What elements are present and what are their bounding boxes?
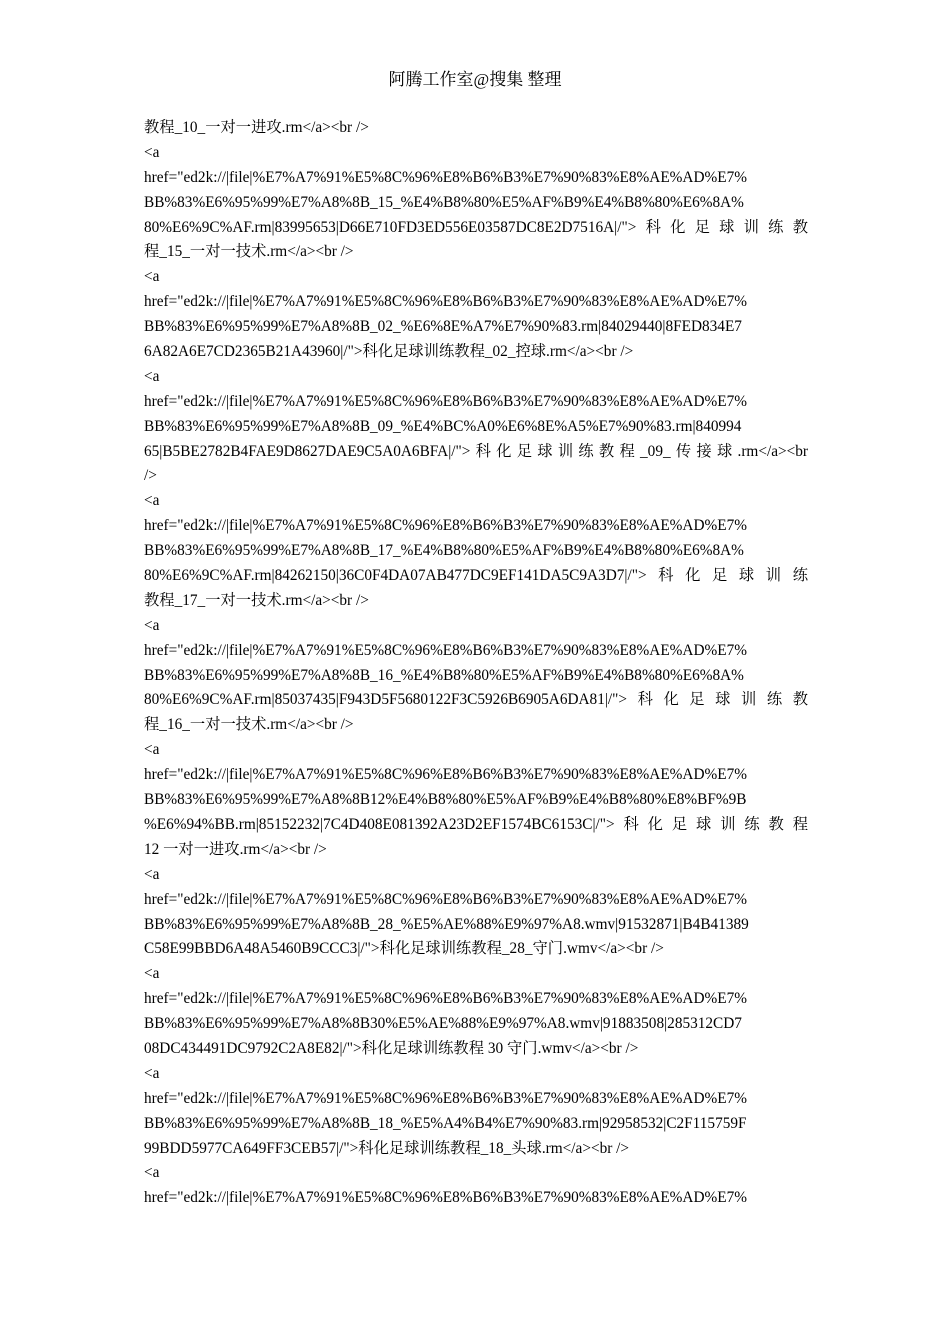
text-line: BB%83%E6%95%99%E7%A8%8B30%E5%AE%88%E9%97%A8.wmv|91883508|285312CD7 — [144, 1015, 742, 1033]
text-line: <a — [144, 1164, 160, 1182]
text-line: href="ed2k://|file|%E7%A7%91%E5%8C%96%E8%B6%B3%E7%90%83%E8%AE%AD%E7% — [144, 766, 747, 784]
text-line: <a — [144, 616, 160, 634]
text-line: BB%83%E6%95%99%E7%A8%8B_28_%E5%AE%88%E9%97%A8.wmv|91532871|B4B41389 — [144, 915, 749, 933]
text-line: href="ed2k://|file|%E7%A7%91%E5%8C%96%E8%B6%B3%E7%90%83%E8%AE%AD%E7% — [144, 1089, 747, 1107]
text-line: <a — [144, 965, 160, 983]
text-line: <a — [144, 367, 160, 385]
text-line: 08DC434491DC9792C2A8E82|/">科化足球训练教程 30 守门.wmv</a><br /> — [144, 1039, 639, 1057]
text-line: 程_16_一对一技术.rm</a><br /> — [144, 716, 354, 734]
text-line: href="ed2k://|file|%E7%A7%91%E5%8C%96%E8%B6%B3%E7%90%83%E8%AE%AD%E7% — [144, 517, 747, 535]
page-header: 阿腾工作室@搜集 整理 — [388, 70, 562, 89]
text-line: <a — [144, 865, 160, 883]
text-line: /> — [144, 467, 157, 485]
text-line: href="ed2k://|file|%E7%A7%91%E5%8C%96%E8%B6%B3%E7%90%83%E8%AE%AD%E7% — [144, 641, 747, 659]
text-line: BB%83%E6%95%99%E7%A8%8B_15_%E4%B8%80%E5%AF%B9%E4%B8%80%E6%8A% — [144, 193, 744, 211]
text-line: BB%83%E6%95%99%E7%A8%8B_16_%E4%B8%80%E5%AF%B9%E4%B8%80%E6%8A% — [144, 666, 744, 684]
text-line: BB%83%E6%95%99%E7%A8%8B_02_%E6%8E%A7%E7%90%83.rm|84029440|8FED834E7 — [144, 318, 742, 336]
text-line: <a — [144, 1064, 160, 1082]
text-line: C58E99BBD6A48A5460B9CCC3|/">科化足球训练教程_28_守门.wmv</a><br /> — [144, 940, 664, 958]
text-line: <a — [144, 268, 160, 286]
text-line: <a — [144, 492, 160, 510]
text-line: 80%E6%9C%AF.rm|84262150|36C0F4DA07AB477DC9EF141DA5C9A3D7|/">科化足球训练 — [144, 567, 808, 585]
text-line: href="ed2k://|file|%E7%A7%91%E5%8C%96%E8%B6%B3%E7%90%83%E8%AE%AD%E7% — [144, 392, 747, 410]
document-body — [144, 116, 808, 1211]
text-line: BB%83%E6%95%99%E7%A8%8B12%E4%B8%80%E5%AF%B9%E4%B8%80%E8%BF%9B — [144, 791, 747, 809]
text-line: href="ed2k://|file|%E7%A7%91%E5%8C%96%E8%B6%B3%E7%90%83%E8%AE%AD%E7% — [144, 990, 747, 1008]
text-line: <a — [144, 143, 160, 161]
text-line: BB%83%E6%95%99%E7%A8%8B_18_%E5%A4%B4%E7%90%83.rm|92958532|C2F115759F — [144, 1114, 747, 1132]
text-line: 80%E6%9C%AF.rm|85037435|F943D5F5680122F3C5926B6905A6DA81|/">科化足球训练教 — [144, 691, 808, 709]
text-line: 教程_10_一对一进攻.rm</a><br /> — [144, 119, 369, 136]
text-line: BB%83%E6%95%99%E7%A8%8B_17_%E4%B8%80%E5%AF%B9%E4%B8%80%E6%8A% — [144, 542, 744, 560]
text-line: 65|B5BE2782B4FAE9D8627DAE9C5A0A6BFA|/">科化足球训练教程_09_传接球.rm</a><br — [144, 442, 808, 460]
text-line: 12 一对一进攻.rm</a><br /> — [144, 840, 327, 858]
text-line: 程_15_一对一技术.rm</a><br /> — [144, 243, 354, 261]
text-line: BB%83%E6%95%99%E7%A8%8B_09_%E4%BC%A0%E6%8E%A5%E7%90%83.rm|840994 — [144, 417, 742, 435]
text-line: href="ed2k://|file|%E7%A7%91%E5%8C%96%E8%B6%B3%E7%90%83%E8%AE%AD%E7% — [144, 168, 747, 186]
text-line: 教程_17_一对一技术.rm</a><br /> — [144, 591, 369, 609]
text-line: href="ed2k://|file|%E7%A7%91%E5%8C%96%E8%B6%B3%E7%90%83%E8%AE%AD%E7% — [144, 293, 747, 311]
text-line: %E6%94%BB.rm|85152232|7C4D408E081392A23D2EF1574BC6153C|/">科化足球训练教程 — [144, 815, 808, 833]
text-line: <a — [144, 741, 160, 759]
text-line: href="ed2k://|file|%E7%A7%91%E5%8C%96%E8%B6%B3%E7%90%83%E8%AE%AD%E7% — [144, 890, 747, 908]
text-line: 80%E6%9C%AF.rm|83995653|D66E710FD3ED556E03587DC8E2D7516A|/">科化足球训练教 — [144, 218, 808, 236]
text-line: href="ed2k://|file|%E7%A7%91%E5%8C%96%E8%B6%B3%E7%90%83%E8%AE%AD%E7% — [144, 1189, 747, 1207]
text-line: 99BDD5977CA649FF3CEB57|/">科化足球训练教程_18_头球.rm</a><br /> — [144, 1139, 630, 1157]
text-line: 6A82A6E7CD2365B21A43960|/">科化足球训练教程_02_控球.rm</a><br /> — [144, 343, 634, 361]
